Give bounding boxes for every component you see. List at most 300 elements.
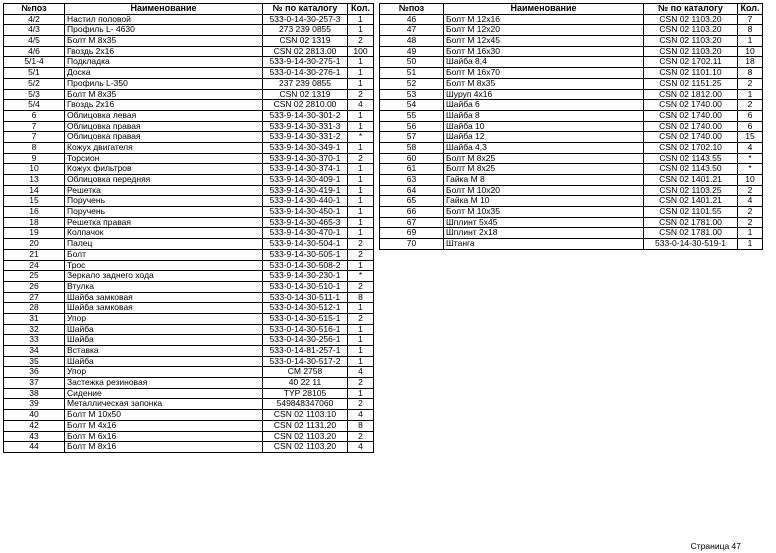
cell-pos: 58	[380, 142, 444, 153]
header-pos: №поз	[4, 4, 65, 15]
cell-catalog: 533-9-14-30-331-2	[263, 132, 348, 143]
cell-qty: 100	[348, 46, 374, 57]
table-row	[4, 431, 374, 442]
cell-catalog: 533-0-14-30-257-3	[263, 14, 348, 25]
cell-pos: 21	[4, 249, 65, 260]
cell-catalog: 533-9-14-30-504-1	[263, 239, 348, 250]
cell-qty: 4	[348, 367, 374, 378]
cell-name: Шайба замковая	[65, 292, 263, 303]
header-qty: Кол.	[738, 4, 763, 15]
cell-qty: 6	[738, 110, 763, 121]
cell-name: Палец	[65, 239, 263, 250]
cell-catalog: 533-9-14-30-301-2	[263, 110, 348, 121]
cell-pos: 67	[380, 217, 444, 228]
table-row	[380, 228, 763, 239]
cell-qty: 4	[738, 196, 763, 207]
cell-qty: 1	[348, 121, 374, 132]
cell-name: Металлическая запонка	[65, 399, 263, 410]
cell-catalog: 533-0-14-30-517-2	[263, 356, 348, 367]
cell-pos: 4/2	[4, 14, 65, 25]
table-row	[4, 217, 374, 228]
cell-catalog: CSN 02 1781.00	[644, 217, 738, 228]
cell-pos: 49	[380, 46, 444, 57]
cell-catalog: 40 22 11	[263, 378, 348, 389]
cell-qty: 4	[738, 142, 763, 153]
table-row	[380, 175, 763, 186]
table-row	[4, 399, 374, 410]
cell-qty: 2	[738, 217, 763, 228]
table-row	[4, 14, 374, 25]
cell-pos: 20	[4, 239, 65, 250]
cell-pos: 8	[4, 142, 65, 153]
cell-pos: 55	[380, 110, 444, 121]
cell-pos: 48	[380, 36, 444, 47]
cell-name: Шайба 12	[444, 132, 644, 143]
cell-name: Шайба 8	[444, 110, 644, 121]
cell-qty: 2	[348, 313, 374, 324]
cell-pos: 60	[380, 153, 444, 164]
cell-catalog: CSN 02 1103.25	[644, 185, 738, 196]
cell-name: Штанга	[444, 239, 644, 250]
table-row	[4, 25, 374, 36]
cell-name: Шплинт 2х18	[444, 228, 644, 239]
cell-qty: 8	[738, 68, 763, 79]
cell-name: Болт М 16х70	[444, 68, 644, 79]
cell-qty: 1	[348, 25, 374, 36]
cell-qty: 8	[738, 25, 763, 36]
cell-pos: 69	[380, 228, 444, 239]
cell-name: Шайба замковая	[65, 303, 263, 314]
table-row	[4, 260, 374, 271]
cell-pos: 44	[4, 442, 65, 453]
cell-name: Болт М 6х16	[65, 431, 263, 442]
cell-name: Гайка М 10	[444, 196, 644, 207]
cell-name: Вставка	[65, 346, 263, 357]
cell-qty: 1	[348, 303, 374, 314]
table-row	[4, 132, 374, 143]
table-row	[380, 110, 763, 121]
cell-catalog: 533-9-14-30-374-1	[263, 164, 348, 175]
cell-catalog: 533-0-14-30-511-1	[263, 292, 348, 303]
cell-qty: 1	[348, 324, 374, 335]
cell-pos: 5/2	[4, 78, 65, 89]
cell-pos: 10	[4, 164, 65, 175]
cell-qty: 2	[348, 378, 374, 389]
cell-pos: 5/1	[4, 68, 65, 79]
cell-catalog: 533-0-14-30-276-1	[263, 68, 348, 79]
header-qty: Кол.	[348, 4, 374, 15]
cell-catalog: CSN 02 1101.55	[644, 207, 738, 218]
table-row	[4, 185, 374, 196]
table-row	[380, 239, 763, 250]
cell-pos: 57	[380, 132, 444, 143]
cell-catalog: 533-0-14-81-257-1	[263, 346, 348, 357]
cell-name: Шайба	[65, 335, 263, 346]
cell-name: Шплинт 5х45	[444, 217, 644, 228]
cell-pos: 40	[4, 410, 65, 421]
table-row	[380, 36, 763, 47]
cell-pos: 14	[4, 185, 65, 196]
cell-name: Болт М 12х16	[444, 14, 644, 25]
cell-qty: 2	[738, 207, 763, 218]
cell-catalog: 533-9-14-30-230-1	[263, 271, 348, 282]
parts-table-right	[379, 3, 763, 250]
cell-catalog: CSN 02 1131.20	[263, 420, 348, 431]
cell-qty: 8	[348, 420, 374, 431]
cell-pos: 70	[380, 239, 444, 250]
cell-name: Упор	[65, 367, 263, 378]
table-row	[4, 175, 374, 186]
cell-catalog: CSN 02 1103.20	[644, 14, 738, 25]
cell-catalog: 533-9-14-30-470-1	[263, 228, 348, 239]
table-row	[380, 185, 763, 196]
cell-pos: 53	[380, 89, 444, 100]
cell-pos: 38	[4, 388, 65, 399]
table-row	[380, 121, 763, 132]
cell-catalog: CSN 02 1401.21	[644, 196, 738, 207]
cell-catalog: CSN 02 2810.00	[263, 100, 348, 111]
cell-name: Поручень	[65, 196, 263, 207]
table-row	[4, 442, 374, 453]
table-row	[380, 25, 763, 36]
cell-qty: 4	[348, 100, 374, 111]
cell-qty: 2	[738, 78, 763, 89]
cell-name: Торсион	[65, 153, 263, 164]
cell-catalog: 533-0-14-30-256-1	[263, 335, 348, 346]
table-row	[4, 46, 374, 57]
cell-pos: 46	[380, 14, 444, 25]
header-catalog: № по каталогу	[644, 4, 738, 15]
cell-pos: 26	[4, 281, 65, 292]
cell-name: Решетка правая	[65, 217, 263, 228]
cell-pos: 7	[4, 121, 65, 132]
cell-name: Гвоздь 2х16	[65, 100, 263, 111]
cell-pos: 34	[4, 346, 65, 357]
cell-qty: 1	[348, 260, 374, 271]
table-row	[4, 100, 374, 111]
cell-catalog: 533-0-14-30-516-1	[263, 324, 348, 335]
cell-qty: 1	[348, 217, 374, 228]
cell-name: Застежка резиновая	[65, 378, 263, 389]
cell-pos: 19	[4, 228, 65, 239]
table-row	[4, 313, 374, 324]
cell-catalog: 549848347060	[263, 399, 348, 410]
table-row	[4, 249, 374, 260]
cell-qty: 8	[348, 292, 374, 303]
cell-qty: 1	[738, 36, 763, 47]
cell-pos: 66	[380, 207, 444, 218]
table-row	[4, 142, 374, 153]
cell-pos: 13	[4, 175, 65, 186]
cell-pos: 15	[4, 196, 65, 207]
cell-qty: 1	[348, 110, 374, 121]
table-row	[4, 153, 374, 164]
cell-qty: 4	[348, 410, 374, 421]
cell-name: Болт М 8х35	[65, 89, 263, 100]
table-row	[4, 303, 374, 314]
cell-qty: 2	[348, 36, 374, 47]
table-row	[380, 217, 763, 228]
cell-name: Гвоздь 2х16	[65, 46, 263, 57]
table-row	[380, 142, 763, 153]
cell-catalog: CM 2758	[263, 367, 348, 378]
cell-qty: 1	[738, 89, 763, 100]
cell-name: Шуруп 4х16	[444, 89, 644, 100]
cell-pos: 4/3	[4, 25, 65, 36]
cell-pos: 56	[380, 121, 444, 132]
table-row	[380, 164, 763, 175]
cell-qty: 2	[348, 89, 374, 100]
cell-name: Поручень	[65, 207, 263, 218]
table-row	[4, 207, 374, 218]
cell-qty: 1	[738, 239, 763, 250]
table-row	[4, 196, 374, 207]
cell-qty: 1	[348, 142, 374, 153]
cell-pos: 33	[4, 335, 65, 346]
cell-catalog: 533-9-14-30-450-1	[263, 207, 348, 218]
cell-name: Болт М 8х35	[444, 78, 644, 89]
cell-name: Болт М 8х25	[444, 164, 644, 175]
cell-qty: *	[738, 153, 763, 164]
cell-pos: 9	[4, 153, 65, 164]
cell-qty: 1	[348, 388, 374, 399]
table-row	[4, 164, 374, 175]
cell-name: Решетка	[65, 185, 263, 196]
cell-pos: 16	[4, 207, 65, 218]
cell-qty: *	[348, 132, 374, 143]
cell-catalog: CSN 02 1103.20	[644, 36, 738, 47]
cell-pos: 39	[4, 399, 65, 410]
cell-catalog: CSN 02 1143.55	[644, 153, 738, 164]
cell-name: Болт М 10х20	[444, 185, 644, 196]
cell-name: Кожух двигателя	[65, 142, 263, 153]
table-row	[380, 14, 763, 25]
table-header-row	[380, 4, 763, 15]
table-row	[4, 228, 374, 239]
table-row	[4, 356, 374, 367]
cell-pos: 61	[380, 164, 444, 175]
table-row	[380, 57, 763, 68]
table-row	[4, 239, 374, 250]
header-name: Наименование	[444, 4, 644, 15]
cell-catalog: 533-0-14-30-512-1	[263, 303, 348, 314]
cell-qty: 1	[348, 14, 374, 25]
cell-qty: 2	[738, 185, 763, 196]
cell-name: Болт М 8х16	[65, 442, 263, 453]
cell-name: Упор	[65, 313, 263, 324]
cell-catalog: 533-0-14-30-515-1	[263, 313, 348, 324]
table-row	[4, 367, 374, 378]
table-row	[4, 110, 374, 121]
cell-qty: 1	[348, 185, 374, 196]
cell-catalog: CSN 02 1151.25	[644, 78, 738, 89]
cell-name: Болт М 12х20	[444, 25, 644, 36]
cell-catalog: CSN 02 1740.00	[644, 100, 738, 111]
cell-name: Подкладка	[65, 57, 263, 68]
table-row	[4, 57, 374, 68]
cell-name: Облицовка левая	[65, 110, 263, 121]
cell-catalog: 533-0-14-30-519-1	[644, 239, 738, 250]
cell-catalog: CSN 02 1319	[263, 89, 348, 100]
cell-name: Трос	[65, 260, 263, 271]
table-row	[380, 207, 763, 218]
cell-name: Профиль L- 4630	[65, 25, 263, 36]
cell-catalog: CSN 02 1702.10	[644, 142, 738, 153]
cell-qty: 2	[348, 281, 374, 292]
cell-catalog: CSN 02 1101.10	[644, 68, 738, 79]
cell-pos: 63	[380, 175, 444, 186]
table-row	[380, 78, 763, 89]
table-row	[380, 68, 763, 79]
cell-catalog: CSN 02 1103.20	[644, 25, 738, 36]
cell-pos: 31	[4, 313, 65, 324]
cell-pos: 4/5	[4, 36, 65, 47]
table-row	[380, 100, 763, 111]
cell-name: Облицовка передняя	[65, 175, 263, 186]
cell-pos: 24	[4, 260, 65, 271]
header-catalog: № по каталогу	[263, 4, 348, 15]
cell-catalog: CSN 02 1103.20	[263, 431, 348, 442]
cell-name: Колпачок	[65, 228, 263, 239]
cell-catalog: 533-9-14-30-409-1	[263, 175, 348, 186]
table-row	[4, 292, 374, 303]
table-row	[4, 121, 374, 132]
cell-name: Облицовка правая	[65, 121, 263, 132]
cell-qty: 7	[738, 14, 763, 25]
cell-name: Гайка М 8	[444, 175, 644, 186]
cell-pos: 25	[4, 271, 65, 282]
cell-qty: 1	[738, 228, 763, 239]
cell-name: Втулка	[65, 281, 263, 292]
cell-qty: 1	[348, 57, 374, 68]
cell-qty: 1	[348, 68, 374, 79]
cell-name: Шайба 8,4	[444, 57, 644, 68]
cell-name: Болт М 10х50	[65, 410, 263, 421]
cell-qty: 1	[348, 356, 374, 367]
cell-name: Доска	[65, 68, 263, 79]
table-row	[4, 281, 374, 292]
cell-catalog: CSN 02 1103.20	[263, 442, 348, 453]
cell-pos: 37	[4, 378, 65, 389]
cell-qty: 1	[348, 196, 374, 207]
table-header-row	[4, 4, 374, 15]
table-row	[4, 89, 374, 100]
cell-name: Сидение	[65, 388, 263, 399]
cell-name: Зеркало заднего хода	[65, 271, 263, 282]
cell-qty: *	[738, 164, 763, 175]
cell-qty: 1	[348, 164, 374, 175]
cell-qty: 2	[348, 399, 374, 410]
cell-qty: 4	[348, 442, 374, 453]
cell-name: Болт М 8х25	[444, 153, 644, 164]
cell-catalog: 237 239 0855	[263, 78, 348, 89]
cell-name: Болт М 8х35	[65, 36, 263, 47]
parts-table-left	[3, 3, 374, 453]
cell-pos: 54	[380, 100, 444, 111]
cell-catalog: 533-9-14-30-370-1	[263, 153, 348, 164]
cell-qty: 18	[738, 57, 763, 68]
table-row	[4, 78, 374, 89]
cell-name: Болт	[65, 249, 263, 260]
cell-catalog: 273 239 0855	[263, 25, 348, 36]
cell-catalog: TYP 28105	[263, 388, 348, 399]
cell-qty: 1	[348, 335, 374, 346]
cell-pos: 35	[4, 356, 65, 367]
cell-catalog: 533-9-14-30-275-1	[263, 57, 348, 68]
table-row	[4, 36, 374, 47]
table-row	[4, 335, 374, 346]
cell-catalog: CSN 02 1812.00	[644, 89, 738, 100]
cell-pos: 42	[4, 420, 65, 431]
cell-catalog: 533-0-14-30-510-1	[263, 281, 348, 292]
cell-catalog: 533-9-14-30-440-1	[263, 196, 348, 207]
table-row	[4, 68, 374, 79]
cell-pos: 43	[4, 431, 65, 442]
cell-pos: 65	[380, 196, 444, 207]
table-row	[380, 153, 763, 164]
cell-catalog: 533-9-14-30-465-3	[263, 217, 348, 228]
cell-pos: 5/4	[4, 100, 65, 111]
cell-name: Профиль L-350	[65, 78, 263, 89]
cell-qty: 1	[348, 346, 374, 357]
cell-catalog: CSN 02 1781.00	[644, 228, 738, 239]
cell-pos: 28	[4, 303, 65, 314]
cell-pos: 51	[380, 68, 444, 79]
cell-qty: 10	[738, 46, 763, 57]
cell-qty: 2	[738, 100, 763, 111]
cell-name: Болт М 12х45	[444, 36, 644, 47]
table-row	[4, 346, 374, 357]
cell-name: Кожух фильтров	[65, 164, 263, 175]
cell-qty: 2	[348, 153, 374, 164]
cell-pos: 50	[380, 57, 444, 68]
cell-pos: 5/1-4	[4, 57, 65, 68]
cell-pos: 7	[4, 132, 65, 143]
table-row	[380, 46, 763, 57]
cell-qty: 15	[738, 132, 763, 143]
cell-pos: 5/3	[4, 89, 65, 100]
table-row	[4, 271, 374, 282]
table-row	[4, 410, 374, 421]
cell-name: Шайба 10	[444, 121, 644, 132]
cell-qty: 10	[738, 175, 763, 186]
cell-qty: 6	[738, 121, 763, 132]
table-row	[4, 324, 374, 335]
cell-pos: 27	[4, 292, 65, 303]
cell-pos: 47	[380, 25, 444, 36]
cell-catalog: CSN 02 1740.00	[644, 110, 738, 121]
cell-qty: 1	[348, 78, 374, 89]
table-row	[4, 420, 374, 431]
cell-qty: 2	[348, 431, 374, 442]
cell-pos: 4/6	[4, 46, 65, 57]
cell-pos: 36	[4, 367, 65, 378]
cell-pos: 18	[4, 217, 65, 228]
cell-qty: 1	[348, 175, 374, 186]
cell-qty: 1	[348, 228, 374, 239]
cell-pos: 6	[4, 110, 65, 121]
table-row	[380, 132, 763, 143]
cell-qty: *	[348, 271, 374, 282]
cell-catalog: CSN 02 1319	[263, 36, 348, 47]
cell-catalog: CSN 02 1740.00	[644, 132, 738, 143]
table-row	[380, 196, 763, 207]
header-name: Наименование	[65, 4, 263, 15]
cell-catalog: CSN 02 1143.50	[644, 164, 738, 175]
cell-catalog: 533-9-14-30-349-1	[263, 142, 348, 153]
cell-pos: 64	[380, 185, 444, 196]
cell-catalog: CSN 02 1103.10	[263, 410, 348, 421]
